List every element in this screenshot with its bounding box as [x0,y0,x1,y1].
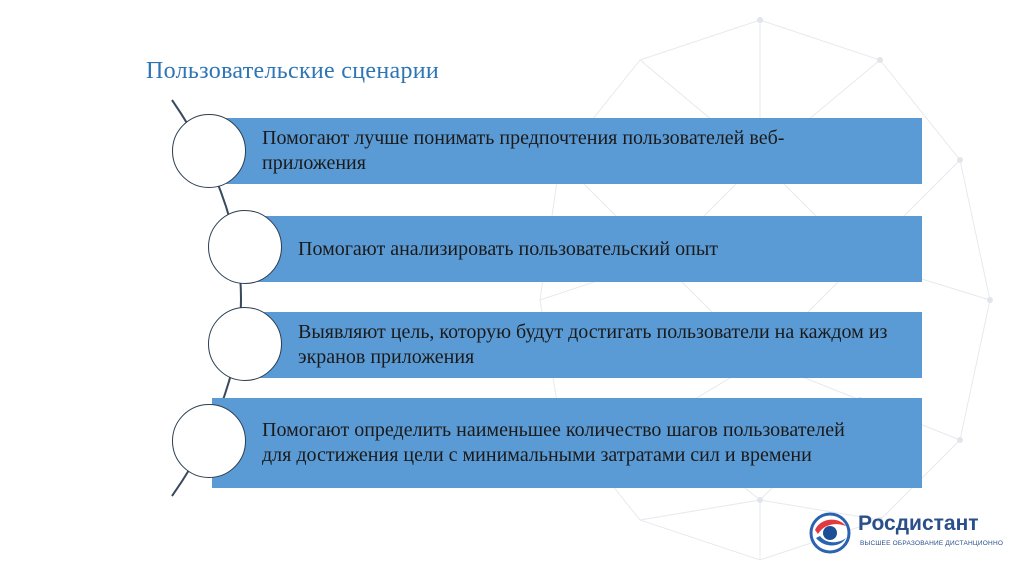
logo-tagline: ВЫСШЕЕ ОБРАЗОВАНИЕ ДИСТАНЦИОННО [860,540,1004,547]
slide-title: Пользовательские сценарии [146,58,440,84]
bullet-circle-3 [208,307,282,381]
list-item-4 [212,398,922,488]
list-item-2 [246,216,922,282]
list-item-text: Помогают анализировать пользовательский опыт [298,237,718,260]
list-item-text: Помогают лучше понимать предпочтения пользователей веб-приложения [262,127,785,174]
list-item-text: Помогают определить наименьшее количество шагов пользователей для достижения цели с минимальными затратами сил и времени [262,419,845,466]
logo-name: Росдистант [858,512,979,535]
bullet-circle-2 [208,210,282,284]
bullet-circle-4 [172,404,246,478]
list-item-text: Выявляют цель, которую будут достигать пользователи на каждом из экранов приложения [298,321,888,368]
list-item-1 [212,118,922,184]
bullet-circle-1 [172,114,246,188]
list-item-3 [246,312,922,378]
